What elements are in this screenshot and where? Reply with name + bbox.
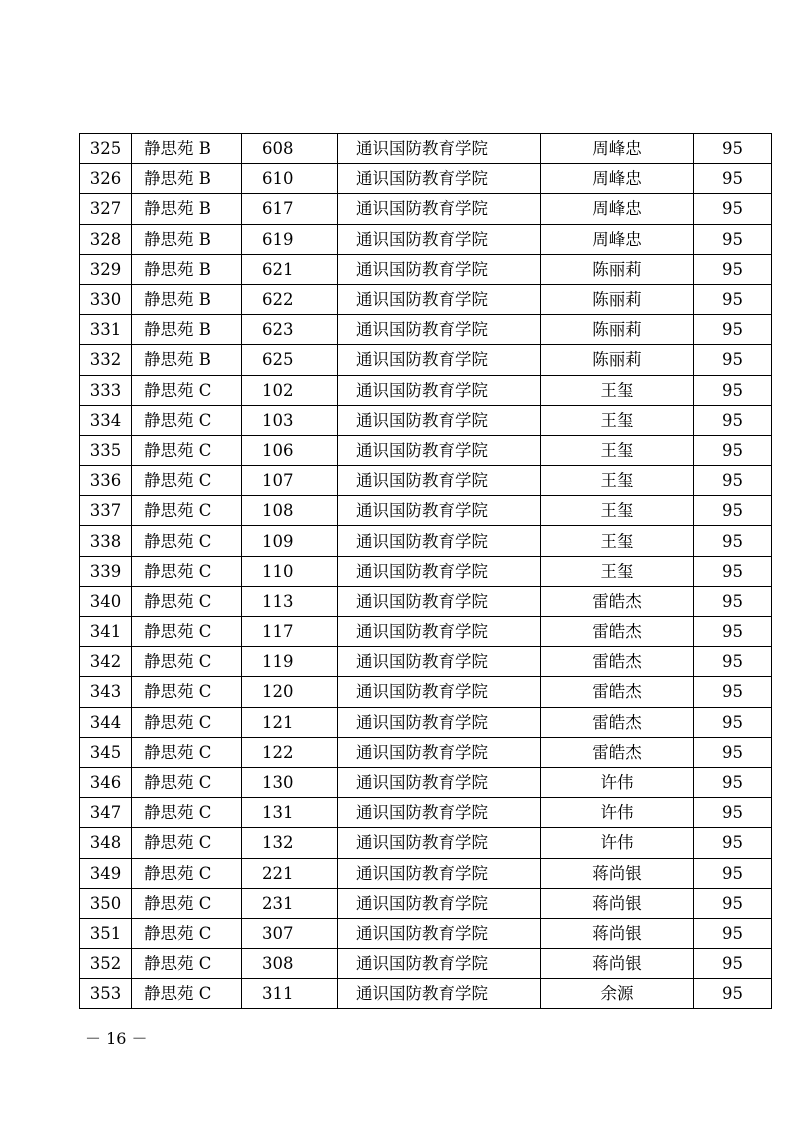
dormitory-score-table	[79, 133, 772, 1009]
college-cell: 通识国防教育学院	[338, 466, 541, 496]
building-cell: 静思苑 C	[132, 737, 242, 767]
page-number: － 16 －	[85, 1029, 148, 1048]
college-cell: 通识国防教育学院	[338, 858, 541, 888]
room-cell: 107	[242, 466, 338, 496]
row-index-cell: 331	[80, 315, 132, 345]
table-row	[80, 526, 772, 556]
room-cell: 307	[242, 918, 338, 948]
table-row	[80, 315, 772, 345]
row-index-cell: 348	[80, 828, 132, 858]
college-cell: 通识国防教育学院	[338, 134, 541, 164]
table-row	[80, 405, 772, 435]
score-cell: 95	[694, 858, 772, 888]
room-cell: 231	[242, 888, 338, 918]
college-cell: 通识国防教育学院	[338, 496, 541, 526]
row-index-cell: 327	[80, 194, 132, 224]
row-index-cell: 335	[80, 435, 132, 465]
building-cell: 静思苑 C	[132, 556, 242, 586]
building-cell: 静思苑 B	[132, 224, 242, 254]
row-index-cell: 340	[80, 586, 132, 616]
table-row	[80, 556, 772, 586]
college-cell: 通识国防教育学院	[338, 375, 541, 405]
college-cell: 通识国防教育学院	[338, 707, 541, 737]
building-cell: 静思苑 C	[132, 375, 242, 405]
college-cell: 通识国防教育学院	[338, 194, 541, 224]
table-row	[80, 918, 772, 948]
building-cell: 静思苑 C	[132, 677, 242, 707]
college-cell: 通识国防教育学院	[338, 798, 541, 828]
college-cell: 通识国防教育学院	[338, 254, 541, 284]
row-index-cell: 345	[80, 737, 132, 767]
score-cell: 95	[694, 647, 772, 677]
score-cell: 95	[694, 466, 772, 496]
college-cell: 通识国防教育学院	[338, 526, 541, 556]
room-cell: 132	[242, 828, 338, 858]
table-row	[80, 647, 772, 677]
inspector-cell: 蒋尚银	[541, 858, 694, 888]
building-cell: 静思苑 C	[132, 767, 242, 797]
inspector-cell: 陈丽莉	[541, 284, 694, 314]
table-row	[80, 888, 772, 918]
score-cell: 95	[694, 737, 772, 767]
room-cell: 121	[242, 707, 338, 737]
college-cell: 通识国防教育学院	[338, 435, 541, 465]
table-row	[80, 767, 772, 797]
room-cell: 311	[242, 979, 338, 1009]
score-cell: 95	[694, 405, 772, 435]
row-index-cell: 326	[80, 164, 132, 194]
building-cell: 静思苑 C	[132, 496, 242, 526]
inspector-cell: 周峰忠	[541, 224, 694, 254]
building-cell: 静思苑 C	[132, 798, 242, 828]
building-cell: 静思苑 B	[132, 284, 242, 314]
table-row	[80, 375, 772, 405]
inspector-cell: 雷皓杰	[541, 677, 694, 707]
room-cell: 621	[242, 254, 338, 284]
table-row	[80, 224, 772, 254]
inspector-cell: 陈丽莉	[541, 315, 694, 345]
building-cell: 静思苑 B	[132, 345, 242, 375]
room-cell: 109	[242, 526, 338, 556]
building-cell: 静思苑 C	[132, 707, 242, 737]
inspector-cell: 王玺	[541, 556, 694, 586]
score-cell: 95	[694, 767, 772, 797]
room-cell: 625	[242, 345, 338, 375]
score-cell: 95	[694, 677, 772, 707]
room-cell: 120	[242, 677, 338, 707]
score-cell: 95	[694, 435, 772, 465]
room-cell: 619	[242, 224, 338, 254]
table-row	[80, 496, 772, 526]
room-cell: 623	[242, 315, 338, 345]
score-cell: 95	[694, 979, 772, 1009]
inspector-cell: 蒋尚银	[541, 918, 694, 948]
row-index-cell: 339	[80, 556, 132, 586]
building-cell: 静思苑 C	[132, 435, 242, 465]
college-cell: 通识国防教育学院	[338, 677, 541, 707]
college-cell: 通识国防教育学院	[338, 224, 541, 254]
college-cell: 通识国防教育学院	[338, 949, 541, 979]
score-cell: 95	[694, 345, 772, 375]
building-cell: 静思苑 C	[132, 466, 242, 496]
college-cell: 通识国防教育学院	[338, 647, 541, 677]
room-cell: 106	[242, 435, 338, 465]
inspector-cell: 雷皓杰	[541, 707, 694, 737]
table-row	[80, 164, 772, 194]
row-index-cell: 329	[80, 254, 132, 284]
room-cell: 113	[242, 586, 338, 616]
college-cell: 通识国防教育学院	[338, 315, 541, 345]
score-cell: 95	[694, 949, 772, 979]
row-index-cell: 328	[80, 224, 132, 254]
room-cell: 617	[242, 194, 338, 224]
score-cell: 95	[694, 254, 772, 284]
college-cell: 通识国防教育学院	[338, 164, 541, 194]
inspector-cell: 陈丽莉	[541, 345, 694, 375]
room-cell: 119	[242, 647, 338, 677]
inspector-cell: 王玺	[541, 435, 694, 465]
building-cell: 静思苑 C	[132, 949, 242, 979]
building-cell: 静思苑 B	[132, 315, 242, 345]
college-cell: 通识国防教育学院	[338, 737, 541, 767]
room-cell: 102	[242, 375, 338, 405]
table-row	[80, 254, 772, 284]
college-cell: 通识国防教育学院	[338, 586, 541, 616]
college-cell: 通识国防教育学院	[338, 828, 541, 858]
building-cell: 静思苑 C	[132, 405, 242, 435]
score-cell: 95	[694, 798, 772, 828]
inspector-cell: 王玺	[541, 466, 694, 496]
score-cell: 95	[694, 617, 772, 647]
room-cell: 610	[242, 164, 338, 194]
college-cell: 通识国防教育学院	[338, 617, 541, 647]
building-cell: 静思苑 C	[132, 918, 242, 948]
table-row	[80, 284, 772, 314]
inspector-cell: 余源	[541, 979, 694, 1009]
building-cell: 静思苑 B	[132, 194, 242, 224]
room-cell: 103	[242, 405, 338, 435]
inspector-cell: 王玺	[541, 526, 694, 556]
row-index-cell: 333	[80, 375, 132, 405]
room-cell: 308	[242, 949, 338, 979]
score-cell: 95	[694, 164, 772, 194]
score-cell: 95	[694, 284, 772, 314]
table-row	[80, 737, 772, 767]
row-index-cell: 338	[80, 526, 132, 556]
row-index-cell: 344	[80, 707, 132, 737]
inspector-cell: 许伟	[541, 767, 694, 797]
college-cell: 通识国防教育学院	[338, 405, 541, 435]
row-index-cell: 334	[80, 405, 132, 435]
building-cell: 静思苑 B	[132, 134, 242, 164]
row-index-cell: 341	[80, 617, 132, 647]
row-index-cell: 325	[80, 134, 132, 164]
college-cell: 通识国防教育学院	[338, 556, 541, 586]
building-cell: 静思苑 B	[132, 164, 242, 194]
table-row	[80, 194, 772, 224]
college-cell: 通识国防教育学院	[338, 888, 541, 918]
building-cell: 静思苑 C	[132, 526, 242, 556]
room-cell: 608	[242, 134, 338, 164]
building-cell: 静思苑 C	[132, 828, 242, 858]
building-cell: 静思苑 C	[132, 888, 242, 918]
inspector-cell: 周峰忠	[541, 164, 694, 194]
score-cell: 95	[694, 707, 772, 737]
building-cell: 静思苑 C	[132, 858, 242, 888]
inspector-cell: 雷皓杰	[541, 617, 694, 647]
row-index-cell: 351	[80, 918, 132, 948]
inspector-cell: 雷皓杰	[541, 737, 694, 767]
building-cell: 静思苑 C	[132, 617, 242, 647]
table-row	[80, 466, 772, 496]
table-row	[80, 134, 772, 164]
room-cell: 622	[242, 284, 338, 314]
row-index-cell: 343	[80, 677, 132, 707]
row-index-cell: 336	[80, 466, 132, 496]
score-cell: 95	[694, 315, 772, 345]
table-row	[80, 949, 772, 979]
building-cell: 静思苑 B	[132, 254, 242, 284]
building-cell: 静思苑 C	[132, 586, 242, 616]
score-cell: 95	[694, 586, 772, 616]
room-cell: 122	[242, 737, 338, 767]
college-cell: 通识国防教育学院	[338, 284, 541, 314]
row-index-cell: 352	[80, 949, 132, 979]
building-cell: 静思苑 C	[132, 979, 242, 1009]
row-index-cell: 330	[80, 284, 132, 314]
table-row	[80, 435, 772, 465]
inspector-cell: 蒋尚银	[541, 888, 694, 918]
college-cell: 通识国防教育学院	[338, 767, 541, 797]
score-cell: 95	[694, 224, 772, 254]
score-cell: 95	[694, 496, 772, 526]
room-cell: 117	[242, 617, 338, 647]
table-row	[80, 798, 772, 828]
inspector-cell: 王玺	[541, 375, 694, 405]
score-cell: 95	[694, 526, 772, 556]
row-index-cell: 349	[80, 858, 132, 888]
table-row	[80, 677, 772, 707]
inspector-cell: 王玺	[541, 496, 694, 526]
score-cell: 95	[694, 828, 772, 858]
table-row	[80, 979, 772, 1009]
building-cell: 静思苑 C	[132, 647, 242, 677]
row-index-cell: 347	[80, 798, 132, 828]
inspector-cell: 周峰忠	[541, 194, 694, 224]
score-cell: 95	[694, 134, 772, 164]
score-cell: 95	[694, 888, 772, 918]
table-row	[80, 828, 772, 858]
inspector-cell: 周峰忠	[541, 134, 694, 164]
table-body	[80, 134, 772, 1009]
room-cell: 130	[242, 767, 338, 797]
inspector-cell: 雷皓杰	[541, 647, 694, 677]
row-index-cell: 332	[80, 345, 132, 375]
college-cell: 通识国防教育学院	[338, 345, 541, 375]
college-cell: 通识国防教育学院	[338, 979, 541, 1009]
inspector-cell: 许伟	[541, 798, 694, 828]
table-row	[80, 617, 772, 647]
inspector-cell: 许伟	[541, 828, 694, 858]
row-index-cell: 350	[80, 888, 132, 918]
college-cell: 通识国防教育学院	[338, 918, 541, 948]
row-index-cell: 337	[80, 496, 132, 526]
score-cell: 95	[694, 375, 772, 405]
room-cell: 221	[242, 858, 338, 888]
room-cell: 110	[242, 556, 338, 586]
row-index-cell: 346	[80, 767, 132, 797]
inspector-cell: 蒋尚银	[541, 949, 694, 979]
table-row	[80, 345, 772, 375]
table-row	[80, 586, 772, 616]
score-cell: 95	[694, 918, 772, 948]
inspector-cell: 陈丽莉	[541, 254, 694, 284]
row-index-cell: 353	[80, 979, 132, 1009]
score-cell: 95	[694, 194, 772, 224]
room-cell: 131	[242, 798, 338, 828]
row-index-cell: 342	[80, 647, 132, 677]
score-cell: 95	[694, 556, 772, 586]
table-row	[80, 858, 772, 888]
room-cell: 108	[242, 496, 338, 526]
inspector-cell: 王玺	[541, 405, 694, 435]
table-row	[80, 707, 772, 737]
inspector-cell: 雷皓杰	[541, 586, 694, 616]
